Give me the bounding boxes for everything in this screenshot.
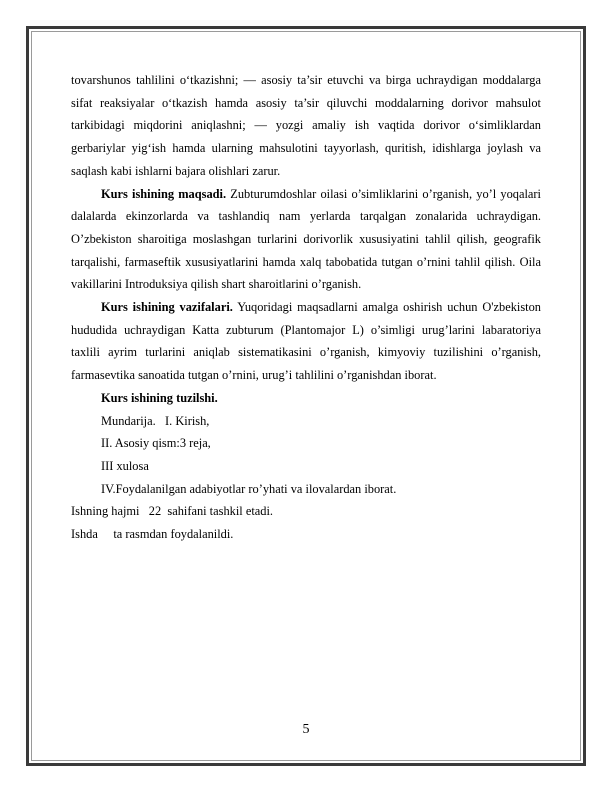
intro-paragraph: tovarshunos tahlilini o‘tkazishni; — asosiy ta’sir etuvchi va birga uchraydigan moddalarga sifat reaksiyalar o‘tkazish hamda asosiy ta’sir qiluvchi moddalarning dorivor mahsulot tarkibidagi miqdorini aniqlashni; — yozgi amaliy ish vaqtida dorivor o‘simliklardan gerbariylar yig‘ish hamda ularning mahsulotini tayyorlash, quritish, idishlarga joylash va saqlash kabi ishlarni bajara olishlari zarur. [71, 73, 541, 178]
structure-heading: Kurs ishining tuzilshi. [101, 390, 218, 405]
figures-line: Ishda ta rasmdan foydalanildi. [71, 527, 234, 542]
work-volume-line: Ishning hajmi 22 sahifani tashkil etadi. [71, 504, 274, 519]
goal-text: Zubturumdoshlar oilasi o’simliklarini o’rganish, yo’l yoqalari dalalarda ekinzorlarda va tashlandiq nam yerlarda tarqalgan zonalarida uchraydigan. O’zbekiston sharoitiga moslashgan turlarini dorivorlik xususiyatini tahlil qilish, geografik tarqalishi, farmaseftik xususiyatlarini hamda xalq tabobatida tutgan o’rnini tahlil qilish. Oila vakillarini Introduksiya qilish shart sharoitlarini o’rganish. [71, 186, 541, 292]
contents-line-4: IV.Foydalanilgan adabiyotlar ro’yhati va ilovalardan iborat. [101, 481, 397, 496]
tasks-text: Yuqoridagi maqsadlarni amalga oshirish uchun O'zbekiston hududida uchraydigan Katta zubturum (Plantomajor L) o’simligi urug’larini labaratoriya taxlili ayrim turlarini aniqlab sistematikasini o’rganish, kimyoviy tuzilishini o’rganish, farmasevtika sanoatida tutgan o’rnini, urug’i tahlilini o’rganishdan iborat. [71, 300, 541, 383]
goal-paragraph [71, 183, 541, 297]
contents-line-1: Mundarija. I. Kirish, [101, 413, 210, 428]
document-body [71, 69, 541, 546]
page-number: 5 [302, 722, 310, 737]
contents-line-2: II. Asosiy qism:3 reja, [101, 436, 211, 451]
tasks-paragraph [71, 296, 541, 387]
contents-line-3: III xulosa [101, 458, 149, 473]
goal-heading: Kurs ishining maqsadi. [101, 186, 227, 201]
tasks-heading: Kurs ishining vazifalari. [101, 300, 233, 315]
